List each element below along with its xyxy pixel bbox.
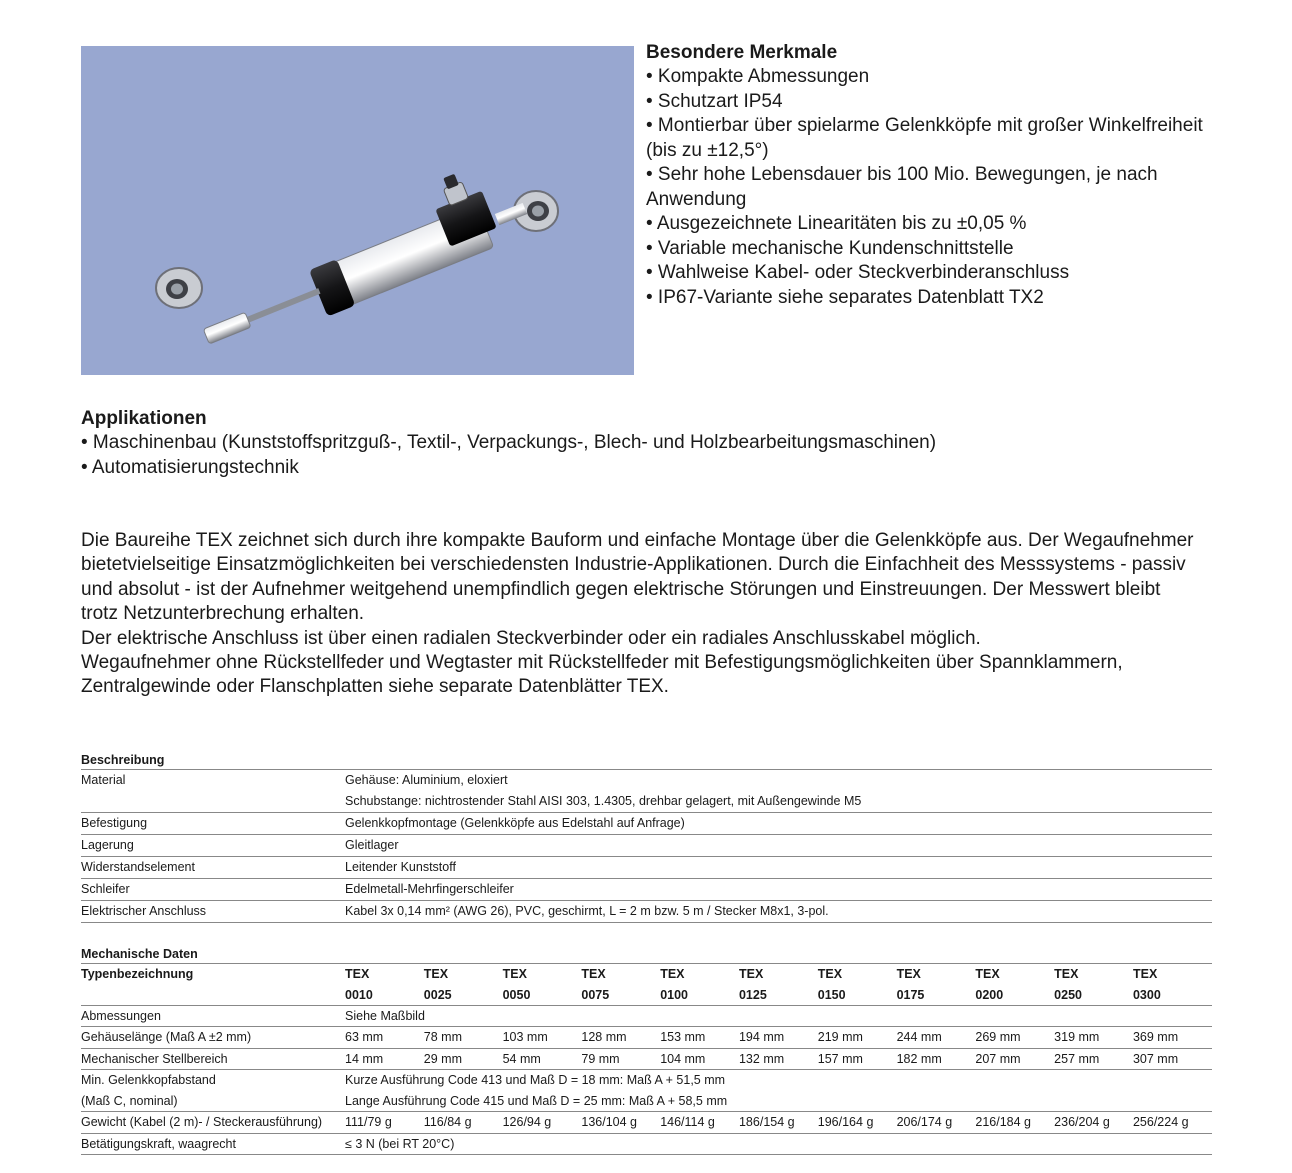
row-label: Befestigung (81, 816, 148, 830)
table-row (81, 1048, 1212, 1070)
weight-cell: 216/184 g (975, 1115, 1031, 1129)
type-cell: 0025 (423, 987, 452, 1002)
applications-title: Applikationen (81, 408, 207, 429)
weight-cell: 136/104 g (581, 1115, 637, 1129)
table-row (81, 1026, 1212, 1048)
table-row (81, 769, 1212, 812)
housing-length-cell: 153 mm (660, 1030, 706, 1044)
housing-length-cell: 128 mm (581, 1030, 627, 1044)
table-row (81, 1111, 1212, 1133)
housing-length-cell: 244 mm (896, 1030, 942, 1044)
row-label: Lagerung (81, 838, 134, 852)
type-cell: 0075 (581, 987, 610, 1002)
row-label: Elektrischer Anschluss (81, 904, 207, 918)
housing-length-cell: 78 mm (423, 1030, 462, 1044)
row-label: Gehäuselänge (Maß A ±2 mm) (81, 1030, 252, 1044)
type-cell: 0100 (660, 987, 688, 1002)
weight-cell: 206/174 g (896, 1115, 953, 1129)
type-label: Typenbezeichnung (81, 967, 194, 981)
type-cell: 0175 (896, 987, 925, 1002)
row-label: Min. Gelenkkopfabstand (81, 1073, 216, 1087)
table-row (81, 900, 1212, 923)
stroke-cell: 104 mm (660, 1051, 706, 1066)
row-value: Siehe Maßbild (345, 1008, 425, 1023)
stroke-cell: 207 mm (975, 1051, 1021, 1066)
list-item: • Montierbar über spielarme Gelenkköpfe mit großer Winkelfreiheit (646, 115, 1203, 136)
description-table (81, 769, 1212, 923)
type-cell: 0050 (502, 987, 531, 1002)
housing-length-cell: 319 mm (1054, 1030, 1100, 1044)
row-value: Leitender Kunststoff (345, 860, 456, 874)
stroke-cell: 307 mm (1132, 1051, 1179, 1066)
list-item: • Maschinenbau (Kunststoffspritzguß-, Textil-, Verpackungs-, Blech- und Holzbearbeitungsmaschinen) (81, 432, 937, 453)
list-item: • IP67-Variante siehe separates Datenblatt TX2 (646, 286, 1044, 308)
row-label: Gewicht (Kabel (2 m)- / Steckerausführung) (81, 1115, 323, 1129)
type-cell: TEX (1054, 967, 1079, 981)
type-cell: TEX (1132, 967, 1158, 981)
row-value: ≤ 3 N (bei RT 20°C) (345, 1136, 455, 1151)
stroke-cell: 54 mm (502, 1051, 541, 1066)
row-label: Schleifer (81, 882, 130, 896)
intro-line: bietetvielseitige Einsatzmöglichkeiten bei verschiedensten Industrie-Applikationen. Durch die Einfachheit des Messsystems - passiv (81, 554, 1186, 576)
weight-cells (345, 1112, 1212, 1133)
list-item: • Variable mechanische Kundenschnittstelle (646, 237, 1014, 259)
linear-transducer-image (81, 46, 634, 375)
intro-line: Der elektrische Anschluss ist über einen radialen Steckverbinder oder ein radiales Anschlusskabel möglich. (81, 627, 981, 649)
type-cell: 0010 (345, 987, 373, 1002)
type-cell: TEX (896, 967, 921, 981)
type-cell: TEX (345, 967, 370, 981)
description-title: Beschreibung (81, 753, 165, 767)
stroke-cell: 257 mm (1054, 1051, 1100, 1066)
type-row (81, 963, 1212, 985)
weight-cell: 256/224 g (1132, 1115, 1189, 1129)
table-row (81, 878, 1212, 900)
intro-line: trotz Netzunterbrechung erhalten. (81, 603, 365, 625)
stroke-cell: 157 mm (817, 1051, 863, 1066)
row-value: Gelenkkopfmontage (Gelenkköpfe aus Edelstahl auf Anfrage) (345, 816, 685, 830)
weight-cell: 126/94 g (502, 1115, 552, 1129)
features-section (646, 41, 1236, 310)
row-value: Gehäuse: Aluminium, eloxiert (345, 773, 508, 787)
features-list (646, 65, 1236, 310)
type-cell: 0125 (738, 987, 767, 1002)
intro-text (81, 529, 1221, 700)
weight-cell: 196/164 g (817, 1115, 874, 1129)
intro-line: Wegaufnehmer ohne Rückstellfeder und Wegtaster mit Rückstellfeder mit Befestigungsmöglichkeiten über Spannklammern, (81, 652, 1123, 674)
list-item: • Sehr hohe Lebensdauer bis 100 Mio. Bewegungen, je nach (646, 164, 1158, 185)
row-value: Kabel 3x 0,14 mm² (AWG 26), PVC, geschirmt, L = 2 m bzw. 5 m / Stecker M8x1, 3-pol. (345, 904, 829, 918)
stroke-cell: 132 mm (738, 1051, 785, 1066)
table-row (81, 1133, 1212, 1156)
table-row (81, 812, 1212, 834)
list-item: • Wahlweise Kabel- oder Steckverbinderanschluss (646, 262, 1070, 283)
housing-cells (345, 1027, 1212, 1048)
list-item: • Kompakte Abmessungen (646, 66, 870, 87)
housing-length-cell: 103 mm (502, 1030, 548, 1044)
housing-length-cell: 63 mm (345, 1030, 384, 1044)
mechanical-title: Mechanische Daten (81, 947, 198, 961)
weight-cell: 186/154 g (738, 1115, 795, 1129)
row-value: Edelmetall-Mehrfingerschleifer (345, 882, 514, 896)
row-value: Gleitlager (345, 838, 399, 852)
type-cell: 0250 (1054, 987, 1082, 1002)
row-value: Schubstange: nichtrostender Stahl AISI 303, 1.4305, drehbar gelagert, mit Außengewinde M5 (345, 794, 862, 808)
weight-cell: 111/79 g (345, 1115, 392, 1129)
intro-line: und absolut - ist der Aufnehmer weitgehend unempfindlich gegen elektrische Störungen und Einstreuungen. Der Messwert bleibt (81, 578, 1161, 600)
features-title: Besondere Merkmale (646, 42, 838, 63)
type-cell: TEX (502, 967, 527, 981)
row-value: Kurze Ausführung Code 413 und Maß D = 18 mm: Maß A + 51,5 mm (345, 1073, 726, 1087)
type-cell: TEX (738, 967, 764, 981)
type-cell: TEX (975, 967, 1000, 981)
row-label: Mechanischer Stellbereich (81, 1051, 228, 1066)
applications-list (81, 431, 1231, 480)
type-row-2 (81, 985, 1212, 1005)
stroke-cell: 29 mm (423, 1051, 462, 1066)
mechanical-table (81, 963, 1212, 1155)
table-row (81, 1005, 1212, 1027)
stroke-cell: 14 mm (345, 1051, 384, 1066)
list-item: • Ausgezeichnete Linearitäten bis zu ±0,05 % (646, 213, 1027, 234)
stroke-cells (345, 1049, 1212, 1070)
intro-line: Zentralgewinde oder Flanschplatten siehe separate Datenblätter TEX. (81, 676, 669, 698)
intro-line: Die Baureihe TEX zeichnet sich durch ihre kompakte Bauform und einfache Montage über die Gelenkköpfe aus. Der Wegaufnehmer (81, 530, 1194, 551)
housing-length-cell: 194 mm (738, 1030, 785, 1044)
stroke-cell: 79 mm (581, 1051, 620, 1066)
table-row (81, 1069, 1212, 1091)
weight-cell: 116/84 g (423, 1115, 472, 1129)
applications-section (81, 407, 1231, 480)
list-item: Anwendung (646, 188, 747, 210)
list-item: • Schutzart IP54 (646, 90, 783, 112)
spec-tables (81, 751, 1212, 1155)
type-cell: 0150 (817, 987, 846, 1002)
table-row (81, 1091, 1212, 1112)
housing-length-cell: 269 mm (975, 1030, 1021, 1044)
row-label: Widerstandselement (81, 860, 195, 874)
type-top-cells (345, 964, 1212, 985)
row-label: Material (81, 773, 126, 787)
type-cell: TEX (581, 967, 606, 981)
weight-cell: 146/114 g (660, 1115, 715, 1129)
weight-cell: 236/204 g (1054, 1115, 1110, 1129)
row-label: (Maß C, nominal) (81, 1093, 178, 1108)
type-bottom-cells (345, 985, 1212, 1005)
row-value: Lange Ausführung Code 415 und Maß D = 25 mm: Maß A + 58,5 mm (345, 1093, 728, 1108)
type-cell: 0200 (975, 987, 1004, 1002)
type-cell: 0300 (1132, 987, 1161, 1002)
row-label: Abmessungen (81, 1008, 161, 1023)
type-cell: TEX (423, 967, 449, 981)
row-label: Betätigungskraft, waagrecht (81, 1136, 236, 1151)
list-item: (bis zu ±12,5°) (646, 139, 769, 161)
type-cell: TEX (817, 967, 843, 981)
list-item: • Automatisierungstechnik (81, 456, 299, 478)
type-cell: TEX (660, 967, 685, 981)
housing-length-cell: 369 mm (1132, 1030, 1179, 1044)
housing-length-cell: 219 mm (817, 1030, 863, 1044)
product-photo (81, 46, 634, 375)
table-row (81, 834, 1212, 856)
table-row (81, 856, 1212, 878)
stroke-cell: 182 mm (896, 1051, 942, 1066)
